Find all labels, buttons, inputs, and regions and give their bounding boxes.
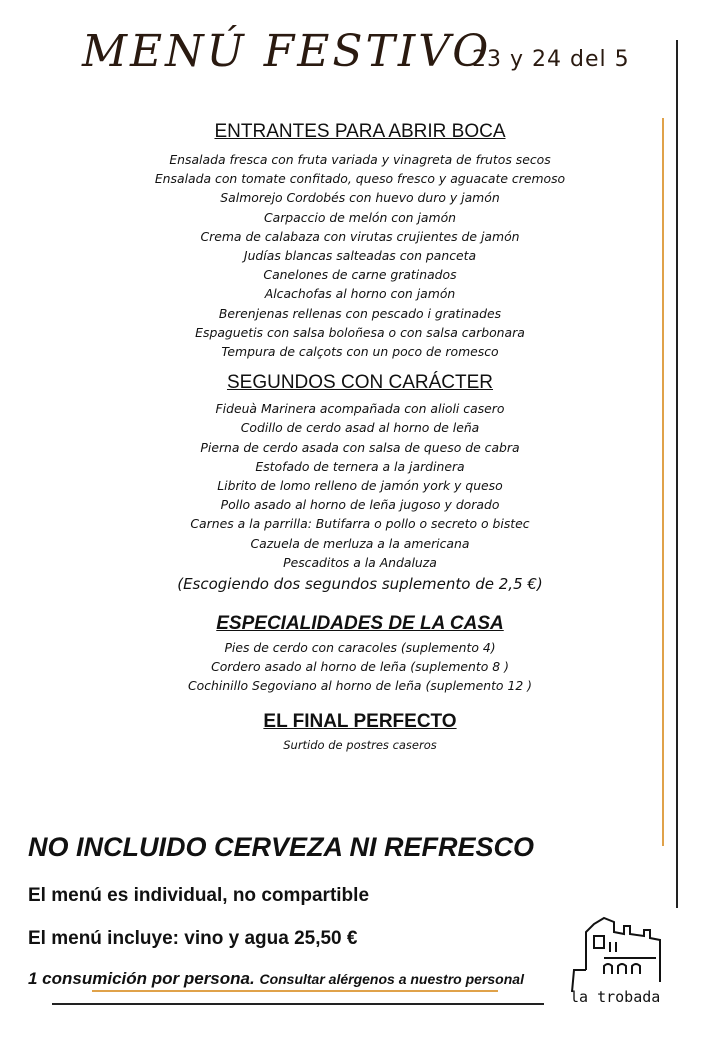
menu-content — [60, 118, 660, 755]
list-item: Canelones de carne gratinados — [263, 267, 457, 283]
list-item: Cordero asado al horno de leña (suplemento 8 ) — [211, 659, 509, 675]
section-heading-especialidades: ESPECIALIDADES DE LA CASA — [216, 613, 504, 635]
supplement-note: (Escogiendo dos segundos suplemento de 2,5 €) — [177, 575, 543, 594]
list-item: Pierna de cerdo asada con salsa de queso de cabra — [200, 439, 520, 455]
list-item: Crema de calabaza con virutas crujientes de jamón — [200, 228, 520, 244]
list-item: Ensalada fresca con fruta variada y vinagreta de frutos secos — [169, 152, 551, 167]
list-item: Codillo de cerdo asad al horno de leña — [240, 420, 480, 436]
segundos-list — [60, 399, 660, 596]
section-segundos — [60, 369, 660, 596]
list-item: Judías blancas salteadas con panceta — [243, 248, 477, 264]
especialidades-list — [60, 638, 660, 696]
list-item: Pollo asado al horno de leña jugoso y dorado — [220, 497, 500, 513]
list-item: Pescaditos a la Andaluza — [283, 554, 437, 570]
section-entrantes — [60, 118, 660, 361]
section-especialidades — [60, 610, 660, 696]
section-final — [60, 708, 660, 755]
section-heading-entrantes: ENTRANTES PARA ABRIR BOCA — [214, 121, 506, 142]
entrantes-list — [60, 150, 660, 361]
bottom-rule — [52, 1003, 544, 1005]
list-item: Pies de cerdo con caracoles (suplemento 4) — [224, 640, 496, 656]
list-item: Fideuà Marinera acompañada con alioli casero — [215, 401, 505, 417]
list-item: Ensalada con tomate confitado, queso fresco y aguacate cremoso — [154, 171, 566, 187]
list-item: Surtido de postres caseros — [283, 737, 437, 752]
list-item: Librito de lomo relleno de jamón york y queso — [217, 478, 503, 494]
list-item: Carpaccio de melón con jamón — [263, 209, 457, 225]
gold-accent-line — [662, 118, 664, 846]
list-item: Alcachofas al horno con jamón — [264, 286, 456, 302]
list-item: Cazuela de merluza a la americana — [250, 535, 470, 551]
gold-underline — [92, 990, 498, 992]
list-item: Tempura de calçots con un poco de romesco — [221, 344, 499, 360]
menu-date: 23 y 24 del 5 — [472, 47, 630, 72]
individual-notice: El menú es individual, no compartible — [28, 885, 370, 906]
logo-text: la trobada — [570, 988, 661, 1006]
final-list — [60, 736, 660, 755]
list-item: Berenjenas rellenas con pescado i gratinades — [218, 305, 502, 321]
list-item: Espaguetis con salsa boloñesa o con salsa carbonara — [195, 324, 525, 340]
list-item: Carnes a la parrilla: Butifarra o pollo o secreto o bistec — [190, 516, 530, 532]
consumption-notice: 1 consumición por persona. — [28, 969, 255, 988]
list-item: Estofado de ternera a la jardinera — [255, 458, 465, 474]
right-border-line — [676, 40, 678, 908]
list-item: Cochinillo Segoviano al horno de leña (suplemento 12 ) — [187, 678, 532, 694]
section-heading-segundos: SEGUNDOS CON CARÁCTER — [226, 372, 494, 394]
price-line: El menú incluye: vino y agua 25,50 € — [28, 928, 358, 949]
consumption-line — [28, 969, 524, 989]
allergens-notice: Consultar alérgenos a nuestro personal — [259, 971, 524, 987]
section-heading-final: EL FINAL PERFECTO — [263, 710, 457, 732]
page-title: MENÚ FESTIVO — [82, 26, 492, 77]
not-included-notice: NO INCLUIDO CERVEZA NI REFRESCO — [28, 832, 535, 862]
list-item: Salmorejo Cordobés con huevo duro y jamón — [220, 190, 500, 206]
